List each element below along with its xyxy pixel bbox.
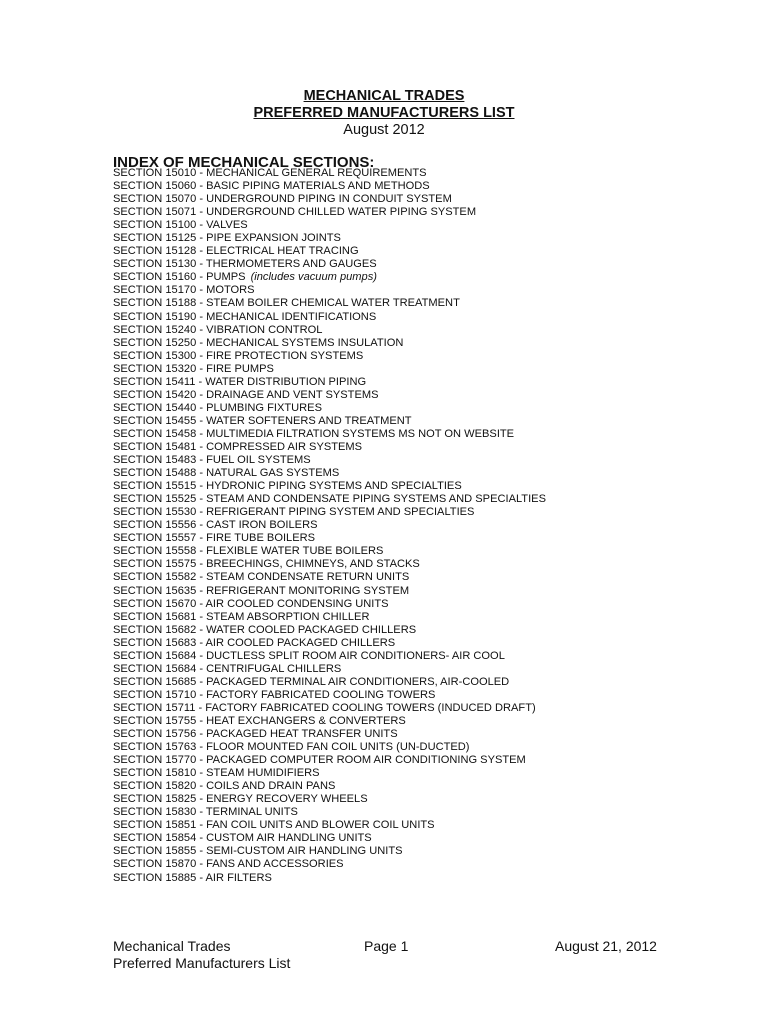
section-list-item (113, 793, 733, 806)
section-list-item (113, 767, 733, 780)
section-title: SECTION 15682 - WATER COOLED PACKAGED CHILLERS (113, 623, 417, 636)
document-header (0, 88, 768, 139)
section-list-item (113, 702, 733, 715)
section-title: SECTION 15575 - BREECHINGS, CHIMNEYS, AND STACKS (113, 558, 420, 571)
index-heading: INDEX OF MECHANICAL SECTIONS: (113, 154, 375, 171)
section-list-item (113, 663, 733, 676)
section-list-item (113, 754, 733, 767)
section-list-item (113, 441, 733, 454)
section-title: SECTION 15188 - STEAM BOILER CHEMICAL WATER TREATMENT (113, 297, 460, 310)
section-list-item (113, 506, 733, 519)
section-title: SECTION 15515 - HYDRONIC PIPING SYSTEMS AND SPECIALTIES (113, 480, 462, 493)
section-title: SECTION 15481 - COMPRESSED AIR SYSTEMS (113, 440, 363, 453)
section-list-item (113, 245, 733, 258)
section-list-item (113, 611, 733, 624)
section-list-item (113, 780, 733, 793)
section-title: SECTION 15240 - VIBRATION CONTROL (113, 323, 323, 336)
document-date: August 2012 (343, 122, 425, 138)
section-list-item (113, 872, 733, 885)
footer-title-line1: Mechanical Trades (113, 938, 231, 954)
section-list-item (113, 558, 733, 571)
section-list-item (113, 676, 733, 689)
document-title: MECHANICAL TRADES (303, 88, 465, 104)
section-list-item (113, 376, 733, 389)
section-list-item (113, 428, 733, 441)
section-title: SECTION 15825 - ENERGY RECOVERY WHEELS (113, 793, 368, 806)
section-list-item (113, 350, 733, 363)
document-subtitle: PREFERRED MANUFACTURERS LIST (253, 105, 515, 121)
section-title: SECTION 15755 - HEAT EXCHANGERS & CONVERTERS (113, 714, 406, 727)
section-title: SECTION 15070 - UNDERGROUND PIPING IN CONDUIT SYSTEM (113, 193, 452, 206)
section-title: SECTION 15300 - FIRE PROTECTION SYSTEMS (113, 349, 364, 362)
section-title: SECTION 15010 - MECHANICAL GENERAL REQUIREMENTS (113, 167, 427, 179)
section-list-item (113, 845, 733, 858)
section-title: SECTION 15160 - PUMPS (113, 271, 246, 284)
section-list-item (113, 337, 733, 350)
section-list-item (113, 598, 733, 611)
section-title: SECTION 15820 - COILS AND DRAIN PANS (113, 780, 336, 793)
section-title: SECTION 15681 - STEAM ABSORPTION CHILLER (113, 610, 370, 623)
section-title: SECTION 15060 - BASIC PIPING MATERIALS AND METHODS (113, 180, 430, 193)
section-title: SECTION 15770 - PACKAGED COMPUTER ROOM AIR CONDITIONING SYSTEM (113, 754, 526, 767)
section-title: SECTION 15711 - FACTORY FABRICATED COOLING TOWERS (INDUCED DRAFT) (113, 701, 536, 714)
section-title: SECTION 15670 - AIR COOLED CONDENSING UNITS (113, 597, 389, 610)
section-title: SECTION 15100 - VALVES (113, 219, 248, 232)
section-title: SECTION 15130 - THERMOMETERS AND GAUGES (113, 258, 377, 271)
section-list-item (113, 519, 733, 532)
section-list-item (113, 363, 733, 376)
footer-date: August 21, 2012 (555, 938, 657, 954)
section-list-item (113, 741, 733, 754)
section-title: SECTION 15557 - FIRE TUBE BOILERS (113, 532, 316, 545)
section-title: SECTION 15530 - REFRIGERANT PIPING SYSTEM AND SPECIALTIES (113, 506, 475, 519)
section-list-item (113, 585, 733, 598)
section-title: SECTION 15320 - FIRE PUMPS (113, 362, 274, 375)
section-title: SECTION 15483 - FUEL OIL SYSTEMS (113, 454, 311, 467)
section-title: SECTION 15683 - AIR COOLED PACKAGED CHILLERS (113, 636, 396, 649)
section-list-item (113, 832, 733, 845)
section-list-item (113, 206, 733, 219)
section-title: SECTION 15685 - PACKAGED TERMINAL AIR CONDITIONERS, AIR-COOLED (113, 675, 510, 688)
section-list-item (113, 806, 733, 819)
section-title: SECTION 15071 - UNDERGROUND CHILLED WATER PIPING SYSTEM (113, 206, 477, 219)
section-list-item (113, 324, 733, 337)
section-list-item (113, 728, 733, 741)
section-title: SECTION 15810 - STEAM HUMIDIFIERS (113, 767, 320, 780)
section-list-item (113, 650, 733, 663)
section-title: SECTION 15870 - FANS AND ACCESSORIES (113, 858, 344, 871)
section-title: SECTION 15582 - STEAM CONDENSATE RETURN UNITS (113, 571, 410, 584)
section-list-item (113, 167, 733, 180)
section-title: SECTION 15684 - CENTRIFUGAL CHILLERS (113, 662, 342, 675)
section-title: SECTION 15851 - FAN COIL UNITS AND BLOWER COIL UNITS (113, 819, 435, 832)
section-title: SECTION 15488 - NATURAL GAS SYSTEMS (113, 467, 340, 480)
section-title: SECTION 15128 - ELECTRICAL HEAT TRACING (113, 245, 359, 258)
section-title: SECTION 15420 - DRAINAGE AND VENT SYSTEMS (113, 388, 379, 401)
section-list-item (113, 258, 733, 271)
section-list-item (113, 467, 733, 480)
section-title: SECTION 15830 - TERMINAL UNITS (113, 806, 298, 819)
section-list-item (113, 389, 733, 402)
section-title: SECTION 15635 - REFRIGERANT MONITORING SYSTEM (113, 584, 410, 597)
section-list-item (113, 311, 733, 324)
section-title: SECTION 15684 - DUCTLESS SPLIT ROOM AIR CONDITIONERS- AIR COOL (113, 649, 505, 662)
section-list-item (113, 454, 733, 467)
section-list-item (113, 624, 733, 637)
section-list-item (113, 297, 733, 310)
section-list-item (113, 415, 733, 428)
sections-list (113, 167, 733, 885)
section-list-item (113, 532, 733, 545)
footer-page-number: Page 1 (364, 938, 409, 954)
section-title: SECTION 15885 - AIR FILTERS (113, 871, 272, 884)
section-title: SECTION 15455 - WATER SOFTENERS AND TREATMENT (113, 414, 412, 427)
section-list-item (113, 480, 733, 493)
section-list-item (113, 858, 733, 871)
section-title: SECTION 15558 - FLEXIBLE WATER TUBE BOILERS (113, 545, 384, 558)
section-list-item (113, 493, 733, 506)
section-title: SECTION 15170 - MOTORS (113, 284, 255, 297)
section-title: SECTION 15250 - MECHANICAL SYSTEMS INSULATION (113, 336, 404, 349)
section-list-item (113, 571, 733, 584)
footer-title-line2: Preferred Manufacturers List (113, 955, 291, 971)
section-title: SECTION 15411 - WATER DISTRIBUTION PIPING (113, 375, 367, 388)
section-list-item (113, 689, 733, 702)
section-list-item (113, 180, 733, 193)
section-title: SECTION 15854 - CUSTOM AIR HANDLING UNITS (113, 832, 372, 845)
section-list-item (113, 271, 733, 284)
section-title: SECTION 15458 - MULTIMEDIA FILTRATION SYSTEMS MS NOT ON WEBSITE (113, 427, 515, 440)
section-list-item (113, 219, 733, 232)
section-title: SECTION 15190 - MECHANICAL IDENTIFICATIONS (113, 310, 377, 323)
section-title: SECTION 15763 - FLOOR MOUNTED FAN COIL UNITS (UN-DUCTED) (113, 741, 470, 754)
section-list-item (113, 193, 733, 206)
footer-title (113, 938, 290, 972)
section-title: SECTION 15855 - SEMI-CUSTOM AIR HANDLING UNITS (113, 845, 403, 858)
section-title: SECTION 15125 - PIPE EXPANSION JOINTS (113, 232, 341, 245)
section-list-item (113, 284, 733, 297)
section-list-item (113, 715, 733, 728)
section-title: SECTION 15440 - PLUMBING FIXTURES (113, 401, 322, 414)
section-title: SECTION 15556 - CAST IRON BOILERS (113, 519, 318, 532)
section-list-item (113, 402, 733, 415)
section-title: SECTION 15710 - FACTORY FABRICATED COOLING TOWERS (113, 688, 436, 701)
section-title: SECTION 15756 - PACKAGED HEAT TRANSFER UNITS (113, 728, 398, 741)
section-list-item (113, 637, 733, 650)
section-list-item (113, 232, 733, 245)
section-note: (includes vacuum pumps) (250, 271, 377, 284)
section-list-item (113, 819, 733, 832)
section-list-item (113, 545, 733, 558)
section-title: SECTION 15525 - STEAM AND CONDENSATE PIPING SYSTEMS AND SPECIALTIES (113, 493, 546, 506)
